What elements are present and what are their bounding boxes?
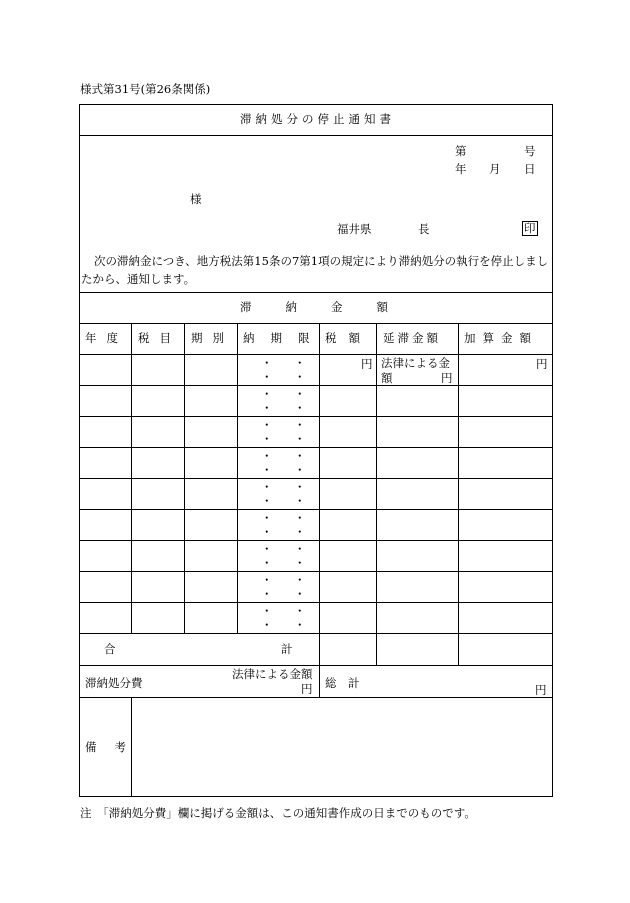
grand-total-yen: 円 xyxy=(535,683,547,697)
header-tax-amount: 税額 xyxy=(325,331,372,345)
remarks-label: 備考 xyxy=(85,740,144,754)
total-label-right: 計 xyxy=(281,642,293,656)
deadline-dot: ・ xyxy=(261,587,273,601)
header-period: 期別 xyxy=(191,331,234,345)
deadline-dot: ・ xyxy=(294,480,306,494)
date-month: 月 xyxy=(489,162,501,176)
row-divider xyxy=(79,571,553,572)
deadline-dot: ・ xyxy=(294,356,306,370)
delinquency-legal-line1: 法律による金 xyxy=(381,356,450,370)
section-divider xyxy=(79,323,553,324)
total-label-left: 合 xyxy=(104,642,116,656)
row-divider xyxy=(79,633,553,634)
deadline-dot: ・ xyxy=(294,604,306,618)
deadline-dot: ・ xyxy=(261,370,273,384)
number-no: 第 xyxy=(455,144,467,158)
deadline-dot: ・ xyxy=(261,618,273,632)
total-divider xyxy=(79,665,553,666)
deadline-dot: ・ xyxy=(294,573,306,587)
deadline-dot: ・ xyxy=(294,556,306,570)
addressee-suffix: 様 xyxy=(190,192,202,206)
deadline-dot: ・ xyxy=(261,463,273,477)
col-line xyxy=(131,323,132,634)
row-divider xyxy=(79,416,553,417)
col-line xyxy=(458,323,459,666)
deadline-dot: ・ xyxy=(261,604,273,618)
row-divider xyxy=(79,478,553,479)
delinquency-legal-line2: 額 xyxy=(381,371,393,385)
deadline-dot: ・ xyxy=(294,387,306,401)
expense-yen: 円 xyxy=(301,682,313,696)
deadline-dot: ・ xyxy=(294,449,306,463)
deadline-dot: ・ xyxy=(261,556,273,570)
section-title: 滞納金額 xyxy=(240,300,422,314)
row-divider xyxy=(79,385,553,386)
header-divider xyxy=(79,354,553,355)
deadline-dot: ・ xyxy=(261,573,273,587)
deadline-dot: ・ xyxy=(261,401,273,415)
grand-total-label: 総 計 xyxy=(325,676,360,690)
header-additional: 加算金額 xyxy=(464,331,538,345)
header-deadline: 納期限 xyxy=(243,331,326,345)
deadline-dot: ・ xyxy=(261,418,273,432)
header-tax-item: 税目 xyxy=(138,331,181,345)
col-line xyxy=(184,323,185,634)
deadline-dot: ・ xyxy=(294,587,306,601)
delinquency-yen: 円 xyxy=(441,371,453,385)
sender-prefecture: 福井県 xyxy=(337,222,372,236)
form-frame xyxy=(79,104,553,797)
row-divider xyxy=(79,447,553,448)
expense-label: 滞納処分費 xyxy=(85,676,143,690)
footnote: 注 「滞納処分費」欄に掲げる金額は、この通知書作成の日までのものです。 xyxy=(80,806,476,820)
deadline-dot: ・ xyxy=(294,370,306,384)
header-year: 年度 xyxy=(85,331,128,345)
row-divider xyxy=(79,602,553,603)
deadline-dot: ・ xyxy=(261,511,273,525)
col-line xyxy=(319,323,320,666)
number-go: 号 xyxy=(524,144,536,158)
doc-title: 滞納処分の停止通知書 xyxy=(240,112,395,126)
deadline-dot: ・ xyxy=(294,494,306,508)
deadline-dot: ・ xyxy=(294,542,306,556)
deadline-dot: ・ xyxy=(294,511,306,525)
title-divider xyxy=(79,135,553,136)
form-label: 様式第31号(第26条関係) xyxy=(80,82,211,96)
notice-text-line1: 次の滞納金につき、地方税法第15条の7第1項の規定により滞納処分の執行を停止しまし xyxy=(94,254,549,268)
tax-yen: 円 xyxy=(361,357,373,371)
notice-text-line2: たから、通知します。 xyxy=(81,272,196,286)
deadline-dot: ・ xyxy=(294,618,306,632)
expense-divider xyxy=(79,697,553,698)
deadline-dot: ・ xyxy=(294,401,306,415)
seal-mark: 印 xyxy=(524,221,536,235)
deadline-dot: ・ xyxy=(294,432,306,446)
deadline-dot: ・ xyxy=(261,356,273,370)
deadline-dot: ・ xyxy=(261,494,273,508)
deadline-dot: ・ xyxy=(294,418,306,432)
additional-yen: 円 xyxy=(536,357,548,371)
deadline-dot: ・ xyxy=(294,525,306,539)
expense-col-line xyxy=(319,665,320,697)
deadline-dot: ・ xyxy=(261,542,273,556)
header-delinquency: 延滞金額 xyxy=(383,331,441,345)
deadline-dot: ・ xyxy=(261,449,273,463)
sender-chief: 長 xyxy=(418,222,430,236)
row-divider xyxy=(79,540,553,541)
col-line xyxy=(376,323,377,666)
col-line xyxy=(237,323,238,634)
deadline-dot: ・ xyxy=(261,480,273,494)
row-divider xyxy=(79,509,553,510)
date-day: 日 xyxy=(524,162,536,176)
deadline-dot: ・ xyxy=(294,463,306,477)
date-year: 年 xyxy=(455,162,467,176)
deadline-dot: ・ xyxy=(261,432,273,446)
deadline-dot: ・ xyxy=(261,387,273,401)
expense-legal-amount: 法律による金額 xyxy=(232,667,313,681)
notice-divider xyxy=(79,292,553,293)
deadline-dot: ・ xyxy=(261,525,273,539)
